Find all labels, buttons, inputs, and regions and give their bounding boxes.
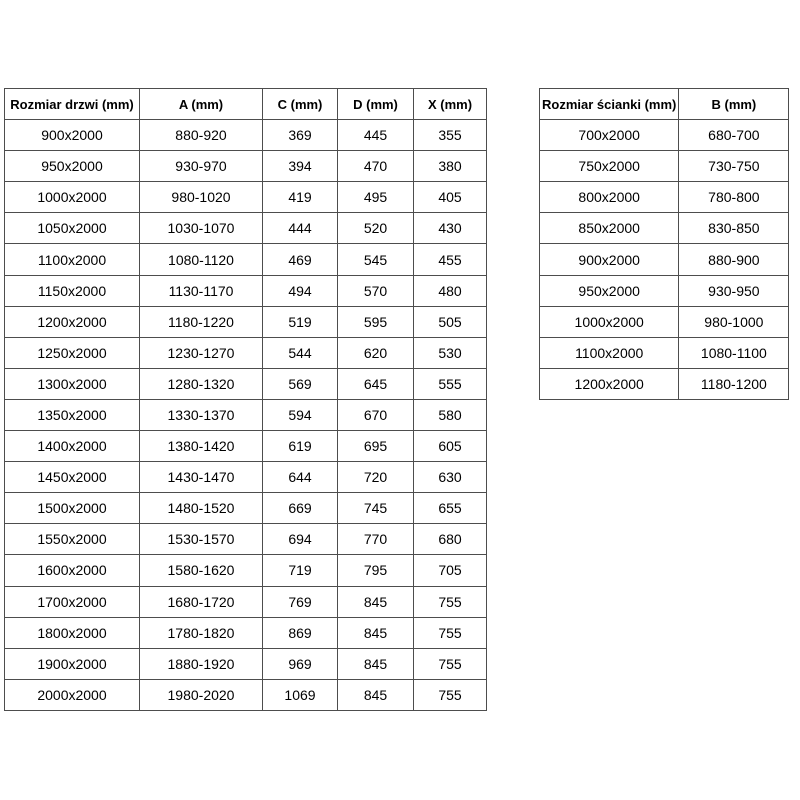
table-row [540, 182, 789, 213]
table-cell: 830-850 [679, 213, 789, 244]
table-cell: 669 [263, 493, 338, 524]
table-row [5, 679, 487, 710]
table-cell: 720 [338, 462, 414, 493]
table-cell: 1300x2000 [5, 368, 140, 399]
table-cell: 1580-1620 [140, 555, 263, 586]
table-row [5, 462, 487, 493]
table-cell: 619 [263, 431, 338, 462]
table-row [5, 182, 487, 213]
table-cell: 750x2000 [540, 151, 679, 182]
table-row [5, 337, 487, 368]
table-cell: 480 [414, 275, 487, 306]
table-cell: 700x2000 [540, 120, 679, 151]
table-cell: 605 [414, 431, 487, 462]
door-size-column-header: Rozmiar drzwi (mm) [5, 89, 140, 120]
table-cell: 495 [338, 182, 414, 213]
table-cell: 869 [263, 617, 338, 648]
table-cell: 1200x2000 [5, 306, 140, 337]
table-cell: 505 [414, 306, 487, 337]
table-cell: 355 [414, 120, 487, 151]
table-cell: 494 [263, 275, 338, 306]
wall-table-body [540, 120, 789, 400]
table-row [540, 306, 789, 337]
table-cell: 980-1020 [140, 182, 263, 213]
table-cell: 1400x2000 [5, 431, 140, 462]
table-cell: 569 [263, 368, 338, 399]
table-cell: 430 [414, 213, 487, 244]
table-cell: 980-1000 [679, 306, 789, 337]
table-cell: 845 [338, 586, 414, 617]
table-cell: 795 [338, 555, 414, 586]
table-cell: 780-800 [679, 182, 789, 213]
table-cell: 845 [338, 679, 414, 710]
table-cell: 880-920 [140, 120, 263, 151]
table-cell: 445 [338, 120, 414, 151]
table-row [5, 120, 487, 151]
table-cell: 900x2000 [540, 244, 679, 275]
table-cell: 769 [263, 586, 338, 617]
table-cell: 969 [263, 648, 338, 679]
table-cell: 745 [338, 493, 414, 524]
table-row [5, 368, 487, 399]
table-cell: 1080-1100 [679, 337, 789, 368]
table-cell: 1600x2000 [5, 555, 140, 586]
table-cell: 680 [414, 524, 487, 555]
table-cell: 594 [263, 399, 338, 430]
table-cell: 380 [414, 151, 487, 182]
table-row [5, 431, 487, 462]
table-cell: 755 [414, 617, 487, 648]
table-cell: 730-750 [679, 151, 789, 182]
table-cell: 705 [414, 555, 487, 586]
table-row [5, 493, 487, 524]
table-cell: 1100x2000 [540, 337, 679, 368]
table-cell: 1550x2000 [5, 524, 140, 555]
a-column-header: A (mm) [140, 89, 263, 120]
table-row [540, 337, 789, 368]
table-cell: 1680-1720 [140, 586, 263, 617]
table-row [5, 555, 487, 586]
table-cell: 444 [263, 213, 338, 244]
table-cell: 1250x2000 [5, 337, 140, 368]
table-cell: 644 [263, 462, 338, 493]
table-cell: 900x2000 [5, 120, 140, 151]
table-cell: 950x2000 [5, 151, 140, 182]
table-cell: 695 [338, 431, 414, 462]
table-cell: 930-950 [679, 275, 789, 306]
door-table-body [5, 120, 487, 711]
table-cell: 1130-1170 [140, 275, 263, 306]
table-row [5, 306, 487, 337]
wall-size-column-header: Rozmiar ścianki (mm) [540, 89, 679, 120]
table-cell: 1050x2000 [5, 213, 140, 244]
table-cell: 655 [414, 493, 487, 524]
table-cell: 1880-1920 [140, 648, 263, 679]
table-row [540, 120, 789, 151]
table-cell: 1330-1370 [140, 399, 263, 430]
table-cell: 1280-1320 [140, 368, 263, 399]
table-cell: 850x2000 [540, 213, 679, 244]
table-row [5, 586, 487, 617]
table-cell: 1380-1420 [140, 431, 263, 462]
table-row [5, 275, 487, 306]
table-cell: 1780-1820 [140, 617, 263, 648]
table-cell: 1480-1520 [140, 493, 263, 524]
table-row [5, 648, 487, 679]
table-cell: 680-700 [679, 120, 789, 151]
table-cell: 519 [263, 306, 338, 337]
table-cell: 369 [263, 120, 338, 151]
door-table-header-row [5, 89, 487, 120]
table-cell: 1450x2000 [5, 462, 140, 493]
table-cell: 405 [414, 182, 487, 213]
table-cell: 1700x2000 [5, 586, 140, 617]
c-column-header: C (mm) [263, 89, 338, 120]
table-cell: 770 [338, 524, 414, 555]
table-cell: 719 [263, 555, 338, 586]
table-cell: 545 [338, 244, 414, 275]
table-cell: 845 [338, 648, 414, 679]
table-cell: 1800x2000 [5, 617, 140, 648]
table-cell: 694 [263, 524, 338, 555]
table-cell: 1430-1470 [140, 462, 263, 493]
table-row [5, 617, 487, 648]
table-cell: 630 [414, 462, 487, 493]
table-cell: 1000x2000 [540, 306, 679, 337]
table-cell: 930-970 [140, 151, 263, 182]
door-sizes-table [4, 88, 487, 711]
table-row [540, 275, 789, 306]
table-cell: 880-900 [679, 244, 789, 275]
table-row [540, 213, 789, 244]
table-cell: 469 [263, 244, 338, 275]
wall-sizes-table [539, 88, 789, 400]
table-cell: 455 [414, 244, 487, 275]
table-cell: 1000x2000 [5, 182, 140, 213]
table-cell: 1180-1200 [679, 368, 789, 399]
table-row [5, 524, 487, 555]
table-cell: 595 [338, 306, 414, 337]
table-cell: 755 [414, 648, 487, 679]
table-row [540, 151, 789, 182]
table-cell: 470 [338, 151, 414, 182]
table-cell: 1030-1070 [140, 213, 263, 244]
table-cell: 520 [338, 213, 414, 244]
table-cell: 419 [263, 182, 338, 213]
table-cell: 1500x2000 [5, 493, 140, 524]
table-cell: 555 [414, 368, 487, 399]
table-cell: 1080-1120 [140, 244, 263, 275]
table-cell: 1150x2000 [5, 275, 140, 306]
table-row [5, 151, 487, 182]
table-cell: 950x2000 [540, 275, 679, 306]
table-cell: 1980-2020 [140, 679, 263, 710]
wall-table-header-row [540, 89, 789, 120]
table-cell: 1200x2000 [540, 368, 679, 399]
b-column-header: B (mm) [679, 89, 789, 120]
table-row [5, 399, 487, 430]
table-cell: 570 [338, 275, 414, 306]
table-cell: 645 [338, 368, 414, 399]
table-row [5, 244, 487, 275]
table-cell: 2000x2000 [5, 679, 140, 710]
table-cell: 1180-1220 [140, 306, 263, 337]
table-cell: 800x2000 [540, 182, 679, 213]
table-cell: 755 [414, 586, 487, 617]
table-cell: 755 [414, 679, 487, 710]
x-column-header: X (mm) [414, 89, 487, 120]
d-column-header: D (mm) [338, 89, 414, 120]
table-cell: 1900x2000 [5, 648, 140, 679]
table-cell: 670 [338, 399, 414, 430]
table-row [540, 244, 789, 275]
table-cell: 1530-1570 [140, 524, 263, 555]
table-row [540, 368, 789, 399]
table-cell: 620 [338, 337, 414, 368]
table-cell: 1350x2000 [5, 399, 140, 430]
table-row [5, 213, 487, 244]
table-cell: 1230-1270 [140, 337, 263, 368]
table-cell: 394 [263, 151, 338, 182]
table-cell: 1069 [263, 679, 338, 710]
table-cell: 1100x2000 [5, 244, 140, 275]
table-cell: 530 [414, 337, 487, 368]
table-cell: 580 [414, 399, 487, 430]
table-cell: 544 [263, 337, 338, 368]
table-cell: 845 [338, 617, 414, 648]
